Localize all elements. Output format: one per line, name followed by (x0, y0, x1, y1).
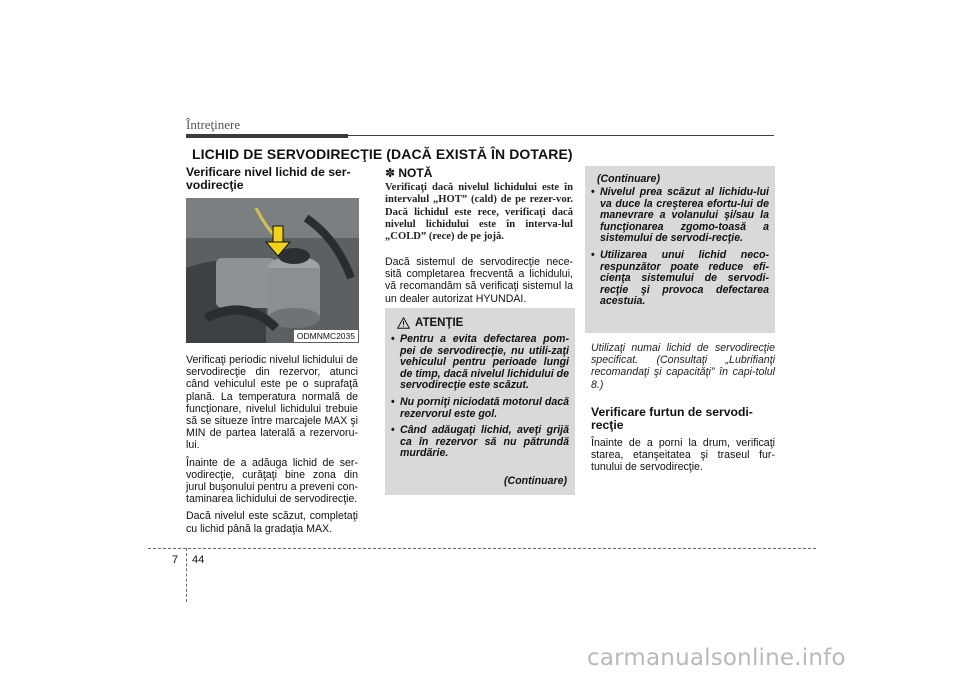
watermark: carmanualsonline.info (587, 645, 846, 671)
header-rule-thick (186, 134, 348, 138)
page-number: 44 (192, 554, 205, 566)
caution-continued-list (591, 187, 769, 313)
continued-label: (Continuare) (504, 475, 567, 487)
list-item: • Când adăugaţi lichid, aveţi grijă ca în rezervor să nu pătrundă murdărie. (391, 425, 569, 460)
image-label: ODMNMC2035 (294, 330, 358, 342)
caution-list (391, 334, 569, 465)
chapter-number: 7 (172, 554, 179, 566)
footer-divider (148, 548, 816, 549)
engine-reservoir-photo (186, 198, 359, 343)
footer-divider-vertical (186, 548, 187, 602)
note-text: Dacă sistemul de servodirecţie nece-sită completarea frecventă a lichidului, vă recomandăm să verificaţi sistemul la un dealer autorizat HYUNDAI. (385, 256, 573, 305)
list-item: • Pentru a evita defectarea pom-pei de servodirecţie, nu utili-zaţi vehiculul pentru perioade lungi de timp, dacă nivelul lichidului de servodirecţie este scăzut. (391, 334, 569, 392)
paragraph: Dacă nivelul este scăzut, completaţi cu lichid până la gradaţia MAX. (186, 510, 358, 535)
caution-box (385, 308, 575, 495)
note-bold-text: Verificaţi dacă nivelul lichidului este în intervalul „HOT” (cald) de pe rezer-vor. Dacă lichidul este rece, verificaţi dacă nivelul lichidului este în interva-lul „COLD” (rece) de pe jojă. (385, 182, 573, 243)
header-rule-thin (348, 135, 774, 136)
caution-continued-box (585, 166, 775, 333)
paragraph: Înainte de a adăuga lichid de ser-vodirecţie, curăţaţi bine zona din jurul buşonului pentru a preveni con-taminarea lichidului de servodirecţie. (186, 456, 358, 506)
list-item: • Utilizarea unui lichid neco-respunzător poate reduce efi-cienţa sistemului de servodi-recţie şi provoca defectarea acestuia. (591, 250, 769, 308)
left-body (186, 354, 358, 540)
fluid-spec-paragraph: Utilizaţi numai lichid de servodirecţie specificat. (Consultaţi „Lubrifianţi recomandaţi şi capacităţi” în capi-tolul 8.) (591, 342, 775, 391)
list-item: • Nu porniţi niciodată motorul dacă rezervorul este gol. (391, 397, 569, 420)
caution-title: ATENŢIE (415, 317, 464, 329)
reservoir-illustration (186, 198, 359, 343)
caution-header (397, 317, 463, 329)
continued-top-label: (Continuare) (597, 173, 660, 185)
hose-check-heading: Verificare furtun de servodi-recţie (591, 405, 753, 432)
section-title: Întreţinere (186, 117, 241, 132)
level-check-heading: Verificare nivel lichid de ser-vodirecţie (186, 165, 351, 192)
main-heading: LICHID DE SERVODIRECŢIE (DACĂ EXISTĂ ÎN DOTARE) (192, 146, 573, 162)
list-item: • Nivelul prea scăzut al lichidu-lui va duce la creşterea efortu-lui de manevrare a volanului şi/sau la funcţionarea zgomo-toasă a sistemului de servodi-recţie. (591, 187, 769, 245)
paragraph: Verificaţi periodic nivelul lichidului de servodirecţie din rezervor, atunci când vehiculul este pe o suprafaţă plană. La temperatura normală de funcţionare, nivelul lichidului trebuie să se situeze între marcajele MAX şi MIN de partea laterală a rezervoru-lui. (186, 354, 358, 452)
hose-check-text: Înainte de a porni la drum, verificaţi starea, etanşeitatea şi traseul fur-tunului de servodirecţie. (591, 437, 775, 474)
note-title: ✽ NOTĂ (385, 166, 433, 180)
warning-icon (397, 317, 410, 329)
